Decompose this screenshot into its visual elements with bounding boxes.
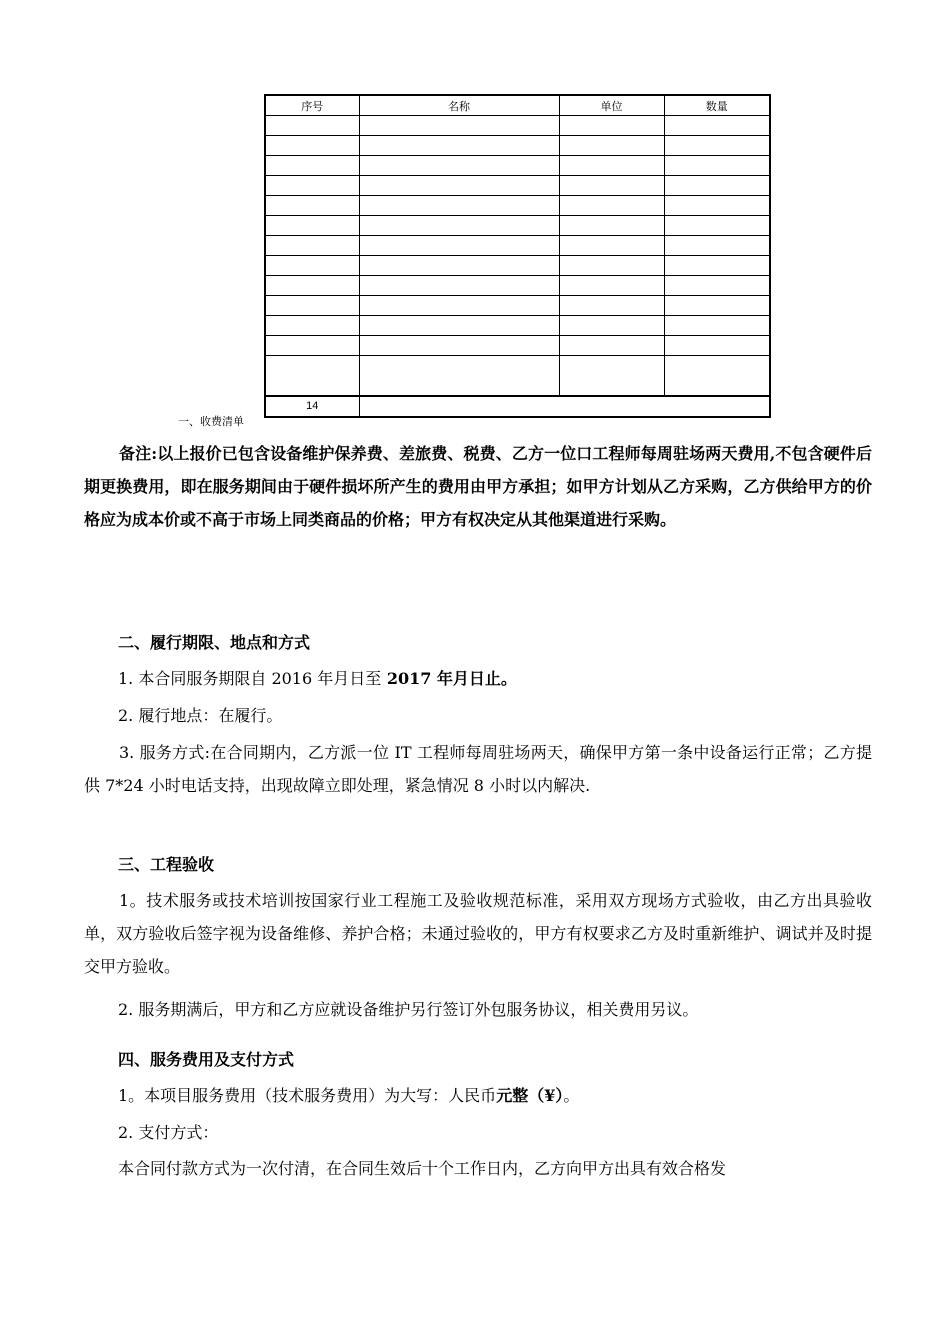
- section3-item1: 1。技术服务或技术培训按国家行业工程施工及验收规范标准，采用双方现场方式验收，由乙方出具验收单，双方验收后签字视为设备维修、养护合格；未通过验收的，甲方有权要求乙方及时重新维护、调试并及时提交甲方验收。: [84, 891, 872, 976]
- table-row: [265, 336, 770, 356]
- table-row: [265, 136, 770, 156]
- section4-title: 四、服务费用及支付方式: [118, 1050, 295, 1069]
- table-header-row: [265, 95, 770, 116]
- table-row: [265, 296, 770, 316]
- section2-item1: 1. 本合同服务期限自 2016 年月日至 2017 年月日止。: [118, 669, 517, 688]
- section4-item3: 本合同付款方式为一次付清，在合同生效后十个工作日内，乙方向甲方出具有效合格发: [118, 1159, 727, 1178]
- table-row: [265, 356, 770, 396]
- section4-item1: 1。本项目服务费用（技术服务费用）为大写：人民币元整（¥）。: [118, 1086, 580, 1105]
- table-caption: 一、收费清单: [178, 415, 244, 428]
- table-row: [265, 256, 770, 276]
- table-row: [265, 316, 770, 336]
- section3-title: 三、工程验收: [118, 855, 215, 874]
- table-row: [265, 216, 770, 236]
- header-name: 名称: [359, 95, 559, 116]
- header-quantity: 数量: [664, 95, 770, 116]
- table-row: [265, 196, 770, 216]
- header-unit: 单位: [559, 95, 664, 116]
- table-row: [265, 236, 770, 256]
- section3-item2: 2. 服务期满后，甲方和乙方应就设备维护另行签订外包服务协议，相关费用另议。: [118, 1000, 699, 1019]
- note-paragraph: 备注:以上报价已包含设备维护保养费、差旅费、税费、乙方一位口工程师每周驻场两天费用,不包含硬件后期更换费用，即在服务期间由于硬件损坏所产生的费用由甲方承担；如甲方计划从乙方采购，乙方供给甲方的价格应为成本价或不高于市场上同类商品的价格；甲方有权决定从其他渠道进行采购。: [84, 444, 872, 529]
- section4-item2: 2. 支付方式：: [118, 1123, 219, 1142]
- table-row: [265, 156, 770, 176]
- table-row: [265, 176, 770, 196]
- last-row-index: 14: [265, 396, 359, 417]
- section2-title: 二、履行期限、地点和方式: [118, 633, 311, 652]
- fee-table: [264, 94, 771, 418]
- table-row-total: [265, 396, 770, 417]
- table-row: [265, 276, 770, 296]
- table-row: [265, 116, 770, 136]
- section2-item3: 3. 服务方式:在合同期内，乙方派一位 IT 工程师每周驻场两天，确保甲方第一条中设备运行正常；乙方提供 7*24 小时电话支持，出现故障立即处理，紧急情况 8 小时以内解决.: [84, 743, 872, 795]
- header-index: 序号: [265, 95, 359, 116]
- section2-item2: 2. 履行地点：在履行。: [118, 706, 283, 725]
